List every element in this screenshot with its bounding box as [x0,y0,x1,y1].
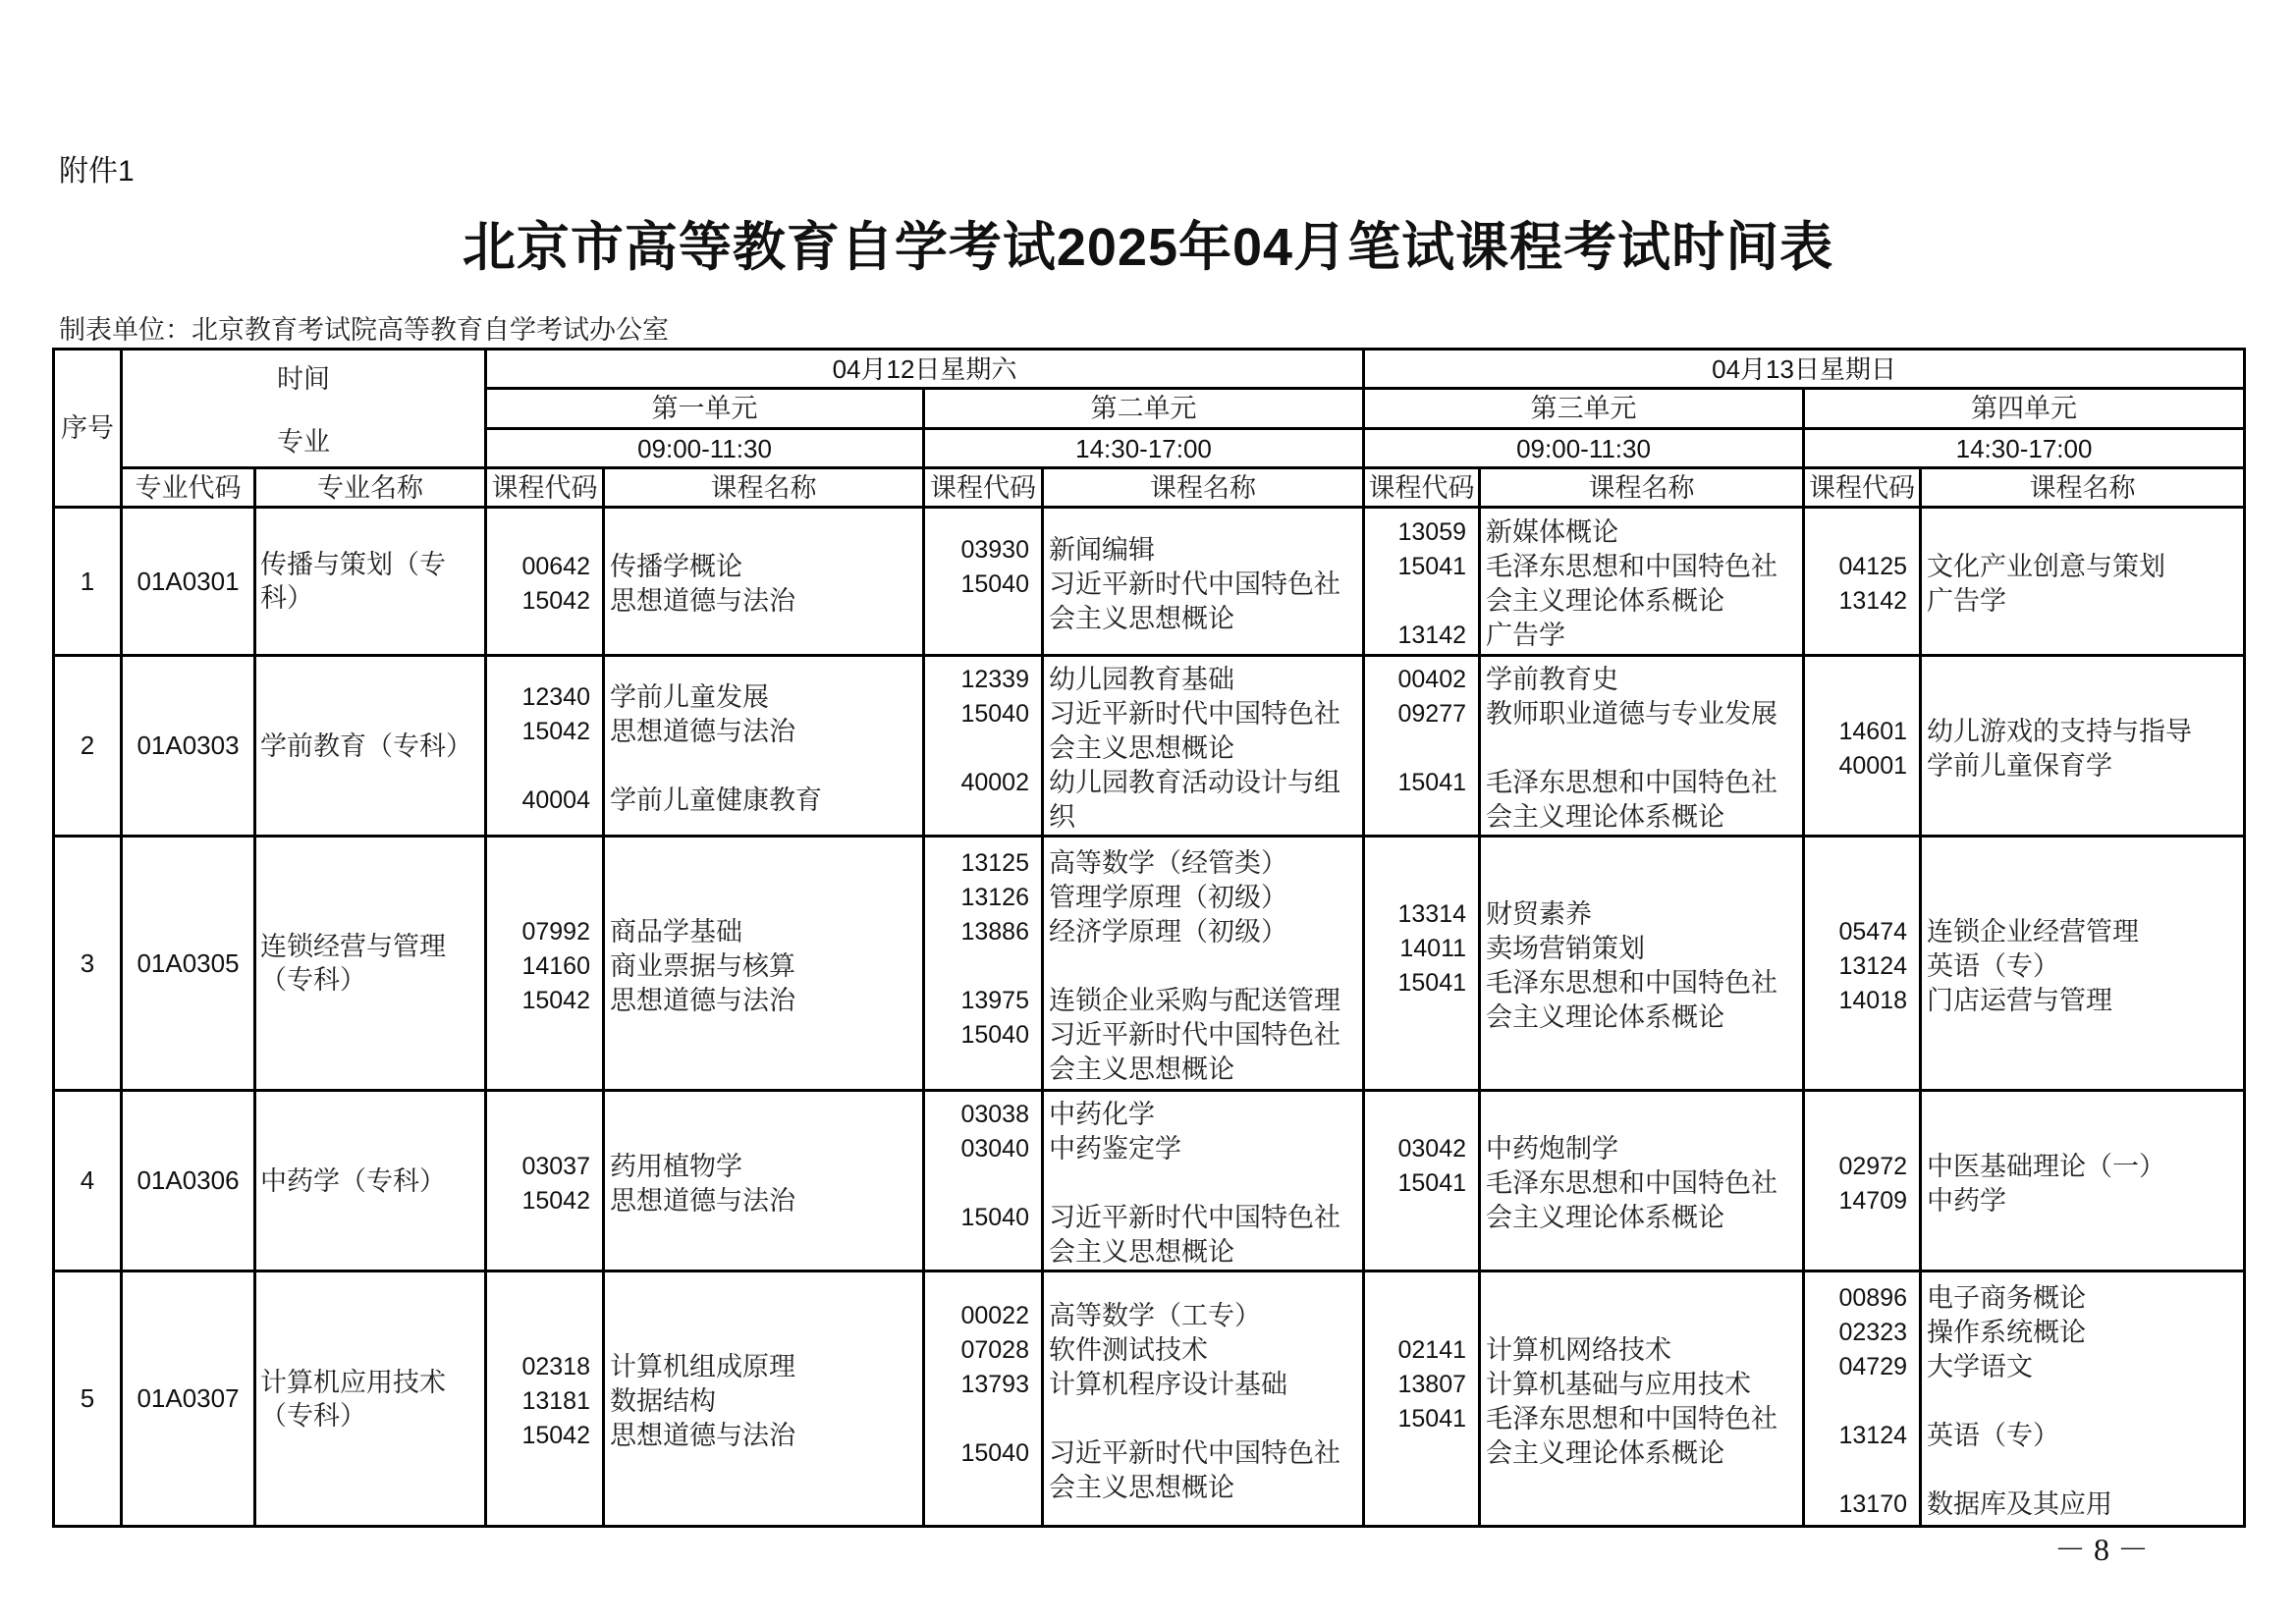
header-day-2: 04月13日星期日 [1364,350,2245,389]
course-name: 卖场营销策划 [1486,934,1646,963]
course-code: 40002 [960,769,1029,796]
unit-2-course-codes [924,656,1043,837]
table-row [54,656,2245,837]
course-name: 习近平新时代中国特色社会主义思想概论 [1049,1203,1340,1267]
course-code: 13793 [960,1370,1029,1398]
course-name: 思想道德与法治 [610,1421,795,1450]
unit-2-course-names [1043,508,1364,656]
unit-1-course-names [604,837,924,1091]
course-code: 09277 [1397,700,1467,728]
header-seq: 序号 [54,350,122,508]
course-code: 14160 [521,951,590,980]
row-seq: 5 [54,1271,122,1527]
course-name: 思想道德与法治 [610,985,795,1015]
course-name: 商品学基础 [610,916,742,947]
course-name: 计算机网络技术 [1486,1334,1672,1365]
course-code: 02323 [1838,1319,1908,1346]
course-code: 15042 [521,986,590,1014]
table-row [54,1271,2245,1527]
course-code: 15042 [521,1186,590,1215]
course-name: 毛泽东思想和中国特色社会主义理论体系概论 [1486,768,1778,832]
course-code: 15040 [960,1438,1029,1467]
header-course-code-2: 课程代码 [924,468,1043,508]
exam-schedule-table [52,348,2246,1528]
course-name: 数据库及其应用 [1927,1489,2113,1519]
course-name: 高等数学（工专） [1049,1300,1261,1330]
unit-4-course-names [1921,656,2245,837]
course-code: 02141 [1397,1335,1467,1364]
unit-1-course-names [604,1271,924,1527]
course-name: 新闻编辑 [1049,534,1155,565]
course-code: 14709 [1838,1186,1908,1215]
course-name: 药用植物学 [610,1151,742,1181]
course-code: 15040 [960,569,1029,598]
header-day-1: 04月12日星期六 [486,350,1364,389]
course-name: 广告学 [1927,586,2007,616]
course-code: 13886 [960,917,1029,946]
unit-3-course-codes [1364,1091,1480,1271]
major-name: 学前教育（专科） [255,656,486,837]
course-name: 连锁企业经营管理 [1927,916,2140,947]
course-name: 中医基础理论（一） [1927,1151,2166,1181]
course-code: 12339 [960,666,1029,693]
course-code: 13170 [1838,1490,1908,1518]
course-name: 学前儿童保育学 [1927,750,2113,781]
course-name: 学前儿童发展 [610,681,769,712]
course-name: 英语（专） [1927,950,2060,981]
header-time-major [122,350,486,468]
major-name: 中药学（专科） [255,1091,486,1271]
header-unit-1: 第一单元 [486,389,924,429]
unit-2-course-codes [924,837,1043,1091]
course-code: 13181 [521,1387,590,1415]
course-code: 13142 [1397,622,1467,649]
course-name: 大学语文 [1927,1352,2034,1381]
course-name: 学前教育史 [1486,665,1619,694]
course-name: 学前儿童健康教育 [610,784,822,815]
header-major-code: 专业代码 [122,468,255,508]
course-name: 高等数学（经管类） [1049,847,1287,878]
course-name: 中药化学 [1049,1100,1155,1129]
course-name: 毛泽东思想和中国特色社会主义理论体系概论 [1486,968,1778,1032]
unit-4-course-codes [1804,1271,1921,1527]
unit-3-course-codes [1364,656,1480,837]
unit-2-course-names [1043,837,1364,1091]
course-code: 07028 [960,1335,1029,1364]
course-name: 毛泽东思想和中国特色社会主义理论体系概论 [1486,1168,1778,1232]
course-code: 15041 [1397,969,1467,997]
course-code: 40001 [1838,751,1908,780]
table-row [54,1091,2245,1271]
unit-3-course-names [1480,508,1804,656]
course-name: 新媒体概论 [1486,517,1619,547]
course-name: 广告学 [1486,621,1566,650]
course-code: 03038 [960,1101,1029,1128]
course-code: 13975 [960,986,1029,1014]
unit-1-course-codes [486,1271,604,1527]
course-code: 03040 [960,1135,1029,1163]
course-code: 15042 [521,587,590,615]
course-name: 计算机组成原理 [610,1352,795,1381]
header-course-name-1: 课程名称 [604,468,924,508]
course-code: 00022 [960,1301,1029,1329]
course-code: 03042 [1397,1135,1467,1163]
course-name: 连锁企业采购与配送管理 [1049,985,1340,1015]
course-code: 13142 [1838,587,1908,615]
course-name: 商业票据与核算 [610,950,795,981]
row-seq: 4 [54,1091,122,1271]
course-code: 13125 [960,848,1029,877]
unit-4-course-names [1921,1271,2245,1527]
unit-3-course-names [1480,656,1804,837]
course-code: 13807 [1397,1370,1467,1398]
issuing-unit: 制表单位：北京教育考试院高等教育自学考试办公室 [59,315,669,345]
course-code: 00642 [521,553,590,580]
course-code: 13126 [960,883,1029,911]
header-course-code-1: 课程代码 [486,468,604,508]
major-code: 01A0306 [122,1091,255,1271]
unit-3-course-codes [1364,837,1480,1091]
unit-4-course-names [1921,508,2245,656]
major-name: 计算机应用技术（专科） [255,1271,486,1527]
course-code: 05474 [1838,917,1908,946]
major-code: 01A0305 [122,837,255,1091]
course-code: 13124 [1838,951,1908,980]
table-row [54,508,2245,656]
course-name: 计算机程序设计基础 [1049,1369,1287,1399]
course-code: 15040 [960,1020,1029,1049]
course-code: 15040 [960,700,1029,728]
unit-4-course-codes [1804,656,1921,837]
course-code: 15041 [1397,553,1467,580]
unit-2-course-codes [924,1271,1043,1527]
course-code: 15040 [960,1204,1029,1231]
unit-3-course-names [1480,1091,1804,1271]
course-code: 13124 [1838,1422,1908,1449]
course-code: 15042 [521,1422,590,1449]
course-name: 思想道德与法治 [610,716,795,746]
course-code: 14011 [1399,935,1467,962]
course-code: 15041 [1397,1404,1467,1433]
unit-2-course-codes [924,508,1043,656]
course-name: 习近平新时代中国特色社会主义思想概论 [1049,699,1340,763]
attachment-label: 附件1 [59,155,135,188]
course-name: 习近平新时代中国特色社会主义思想概论 [1049,568,1340,633]
header-time: 时间 [277,364,330,394]
course-name: 中药炮制学 [1486,1134,1619,1163]
course-code: 04125 [1838,553,1908,580]
course-name: 习近平新时代中国特色社会主义思想概论 [1049,1019,1340,1084]
course-code: 07992 [521,917,590,946]
course-name: 操作系统概论 [1927,1318,2087,1347]
header-unit-3: 第三单元 [1364,389,1804,429]
unit-4-course-names [1921,837,2245,1091]
major-code: 01A0303 [122,656,255,837]
table-row [54,837,2245,1091]
course-name: 中药学 [1927,1185,2007,1216]
major-name: 传播与策划（专科） [255,508,486,656]
course-code: 13314 [1397,900,1467,928]
course-name: 数据结构 [610,1386,716,1416]
unit-3-course-codes [1364,508,1480,656]
header-time-3: 09:00-11:30 [1364,429,1804,468]
unit-1-course-codes [486,837,604,1091]
course-code: 12340 [521,682,590,711]
course-code: 14018 [1838,986,1908,1014]
course-name: 财贸素养 [1486,899,1593,929]
unit-1-course-names [604,1091,924,1271]
course-name: 门店运营与管理 [1927,985,2113,1015]
major-name: 连锁经营与管理（专科） [255,837,486,1091]
course-name: 管理学原理（初级） [1049,882,1287,912]
course-code: 02972 [1838,1152,1908,1180]
course-name: 电子商务概论 [1927,1283,2087,1313]
course-name: 毛泽东思想和中国特色社会主义理论体系概论 [1486,552,1778,616]
header-time-1: 09:00-11:30 [486,429,924,468]
course-code: 02318 [521,1353,590,1380]
unit-3-course-codes [1364,1271,1480,1527]
header-major-name: 专业名称 [255,468,486,508]
unit-3-course-names [1480,1271,1804,1527]
header-major: 专业 [277,427,330,457]
header-course-name-2: 课程名称 [1043,468,1364,508]
unit-2-course-names [1043,1271,1364,1527]
course-name: 经济学原理（初级） [1049,916,1287,947]
course-code: 03037 [521,1152,590,1180]
header-course-name-3: 课程名称 [1480,468,1804,508]
course-code: 40004 [521,785,590,814]
header-unit-4: 第四单元 [1804,389,2245,429]
unit-4-course-codes [1804,1091,1921,1271]
course-name: 思想道德与法治 [610,1185,795,1216]
unit-1-course-names [604,656,924,837]
course-name: 思想道德与法治 [610,586,795,616]
unit-1-course-codes [486,1091,604,1271]
row-seq: 2 [54,656,122,837]
course-code: 15041 [1397,769,1467,796]
course-name: 英语（专） [1927,1421,2060,1450]
unit-1-course-codes [486,508,604,656]
course-name: 毛泽东思想和中国特色社会主义理论体系概论 [1486,1403,1778,1468]
unit-2-course-names [1043,656,1364,837]
header-course-name-4: 课程名称 [1921,468,2245,508]
course-code: 14601 [1838,717,1908,745]
unit-1-course-names [604,508,924,656]
course-name: 软件测试技术 [1049,1334,1208,1365]
course-name: 文化产业创意与策划 [1927,552,2166,581]
document-title: 北京市高等教育自学考试2025年04月笔试课程考试时间表 [462,218,1834,277]
course-code: 03930 [960,535,1029,564]
course-code: 04729 [1838,1353,1908,1380]
course-code: 00896 [1838,1284,1908,1312]
course-code: 00402 [1397,666,1467,693]
major-code: 01A0307 [122,1271,255,1527]
header-row-columns [54,468,2245,508]
header-course-code-4: 课程代码 [1804,468,1921,508]
unit-3-course-names [1480,837,1804,1091]
course-name: 幼儿园教育活动设计与组织 [1049,768,1340,832]
row-seq: 3 [54,837,122,1091]
header-course-code-3: 课程代码 [1364,468,1480,508]
course-name: 教师职业道德与专业发展 [1486,699,1778,729]
header-row-day [54,350,2245,389]
header-time-4: 14:30-17:00 [1804,429,2245,468]
course-code: 13059 [1397,518,1467,546]
unit-4-course-codes [1804,508,1921,656]
course-name: 幼儿游戏的支持与指导 [1927,716,2193,746]
unit-2-course-codes [924,1091,1043,1271]
major-code: 01A0301 [122,508,255,656]
unit-4-course-codes [1804,837,1921,1091]
header-unit-2: 第二单元 [924,389,1364,429]
course-code: 15041 [1397,1169,1467,1197]
course-name: 传播学概论 [610,552,742,581]
course-code: 15042 [521,717,590,745]
unit-2-course-names [1043,1091,1364,1271]
unit-4-course-names [1921,1091,2245,1271]
unit-1-course-codes [486,656,604,837]
row-seq: 1 [54,508,122,656]
course-name: 习近平新时代中国特色社会主义思想概论 [1049,1437,1340,1502]
course-name: 幼儿园教育基础 [1049,665,1234,694]
course-name: 中药鉴定学 [1049,1134,1181,1163]
header-time-2: 14:30-17:00 [924,429,1364,468]
course-name: 计算机基础与应用技术 [1486,1369,1752,1399]
page-number: － 8 － [2053,1532,2149,1567]
